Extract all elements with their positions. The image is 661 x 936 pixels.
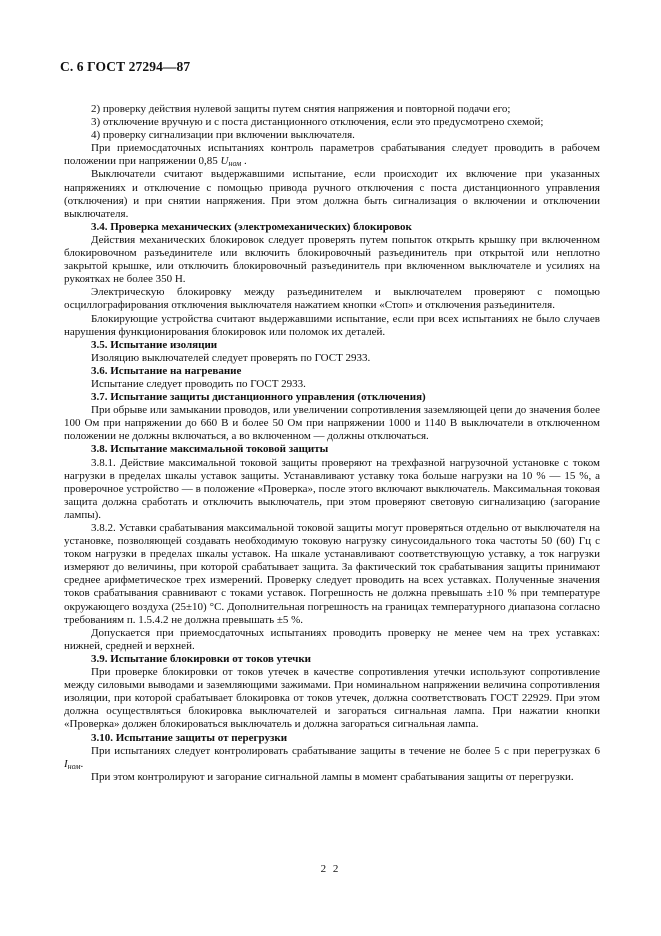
text-fragment: . [241, 155, 247, 168]
text-fragment: При испытаниях следует контролировать срабатывание защиты в течение не более 5 с при перегрузках 6 [91, 744, 600, 757]
current-symbol: I [64, 757, 68, 770]
paragraph: 3) отключение вручную и с поста дистанционного отключения, если это предусмотрено схемой; [91, 116, 544, 129]
paragraph: При этом контролируют и загорание сигнальной лампы в момент срабатывания защиты от перегрузки. [91, 770, 574, 783]
paragraph: 4) проверку сигнализации при включении выключателя. [91, 129, 355, 142]
paragraph: Электрическую блокировку между разъединителем и выключателем проверяют с помощью осциллографирования отключения выключателя нажатием кнопки «Стоп» и отключения разъединителя. [64, 286, 600, 312]
paragraph: Испытание следует проводить по ГОСТ 2933. [91, 377, 306, 390]
page-number: 2 2 [320, 863, 341, 875]
paragraph: Выключатели считают выдержавшими испытание, если происходит их включение при указанных напряжениях и отключение с помощью привода ручного отключения с поста дистанционного управления (отключения) и при снятии напряжения. При этом должна быть сигнализация о включении и отключении выключателя. [64, 168, 600, 220]
section-heading: 3.10. Испытание защиты от перегрузки [91, 731, 288, 744]
paragraph [64, 745, 600, 771]
section-heading: 3.6. Испытание на нагревание [91, 364, 242, 377]
paragraph: Допускается при приемосдаточных испытаниях проводить проверку не менее чем на трех уставках: нижней, средней и верхней. [64, 626, 600, 652]
paragraph: При обрыве или замыкании проводов, или увеличении сопротивления заземляющей цепи до значения более 100 Ом при напряжении до 660 В и более 50 Ом при напряжении 1000 и 1140 В выключатели в отключенном положении не должны включаться, а во включенном — должны отключаться. [64, 404, 600, 443]
section-heading: 3.7. Испытание защиты дистанционного управления (отключения) [91, 391, 426, 404]
subscript: ном [67, 761, 81, 771]
paragraph: 2) проверку действия нулевой защиты путем снятия напряжения и повторной подачи его; [91, 103, 511, 115]
paragraph [64, 142, 600, 168]
paragraph: Действия механических блокировок следует проверять путем попыток открыть крышку при включенном блокировочном разъединителе или включить блокировочный разъединитель при открытой или неплотно закрытой крышке, или отключить блокировочный разъединитель при включенном выключателе и усилиях на рукоятках не более 350 Н. [64, 233, 600, 286]
section-heading: 3.9. Испытание блокировки от токов утечки [91, 652, 312, 665]
text-fragment: . [80, 757, 84, 770]
voltage-symbol: U [220, 155, 229, 168]
section-heading: 3.4. Проверка механических (электромеханических) блокировок [91, 220, 412, 233]
paragraph: Блокирующие устройства считают выдержавшими испытание, если при всех испытаниях не было случаев нарушения функционирования блокировок или поломок их деталей. [64, 312, 600, 338]
page-header: С. 6 ГОСТ 27294—87 [60, 59, 191, 74]
paragraph: Изоляцию выключателей следует проверять по ГОСТ 2933. [91, 351, 371, 364]
document-body [64, 103, 600, 784]
paragraph: При проверке блокировки от токов утечек в качестве сопротивления утечки используют сопротивление между силовыми выводами и заземляющими зажимами. При номинальном напряжении величина сопротивления изоляции, при которой срабатывает блокировка от токов утечек, должна соответствовать ГОСТ 22929. При этом должна осуществляться блокировка выключателей и загораться сигнальная лампа. При нажатии кнопки «Проверка» должен блокироваться выключатель и должна загораться сигнальная лампа. [64, 666, 600, 731]
text-fragment: При приемосдаточных испытаниях контроль параметров срабатывания следует проводить в рабочем положении при напряжении 0,85 [64, 142, 600, 168]
section-heading: 3.8. Испытание максимальной токовой защиты [91, 443, 329, 456]
paragraph: 3.8.1. Действие максимальной токовой защиты проверяют на трехфазной нагрузочной установке с током нагрузки в пределах шкалы уставок защиты. Устанавливают уставку тока больше нагрузки на 10 % — 15 %, а проверочное устройство — в положение «Проверка», после этого включают выключатель. Максимальная токовая защита должна сработать и отключить выключатель, при этом проверяют световую сигнализацию (загорание лампы). [64, 456, 600, 521]
section-heading: 3.5. Испытание изоляции [91, 338, 218, 351]
paragraph: 3.8.2. Уставки срабатывания максимальной токовой защиты могут проверяться отдельно от выключателя на установке, позволяющей создавать необходимую токовую нагрузку синусоидального тока частоты 50 (60) Гц с током нагрузки в пределах шкалы уставок. На шкале устанавливают соответствующую уставку, а ток нагрузки измеряют до величины, при которой срабатывает защита. За фактический ток срабатывания защиты принимают среднее арифметическое трех измерений. Проверку следует проводить на всех уставках. Полученные значения токов срабатывания сравнивают с токами уставок. Погрешность не должна превышать ±10 % при температуре окружающего воздуха (25±10) °С. Дополнительная погрешность на границах температурного диапазона согласно требованиям п. 1.5.4.2 не должна превышать ±5 %. [64, 522, 600, 626]
subscript: ном [228, 159, 242, 169]
